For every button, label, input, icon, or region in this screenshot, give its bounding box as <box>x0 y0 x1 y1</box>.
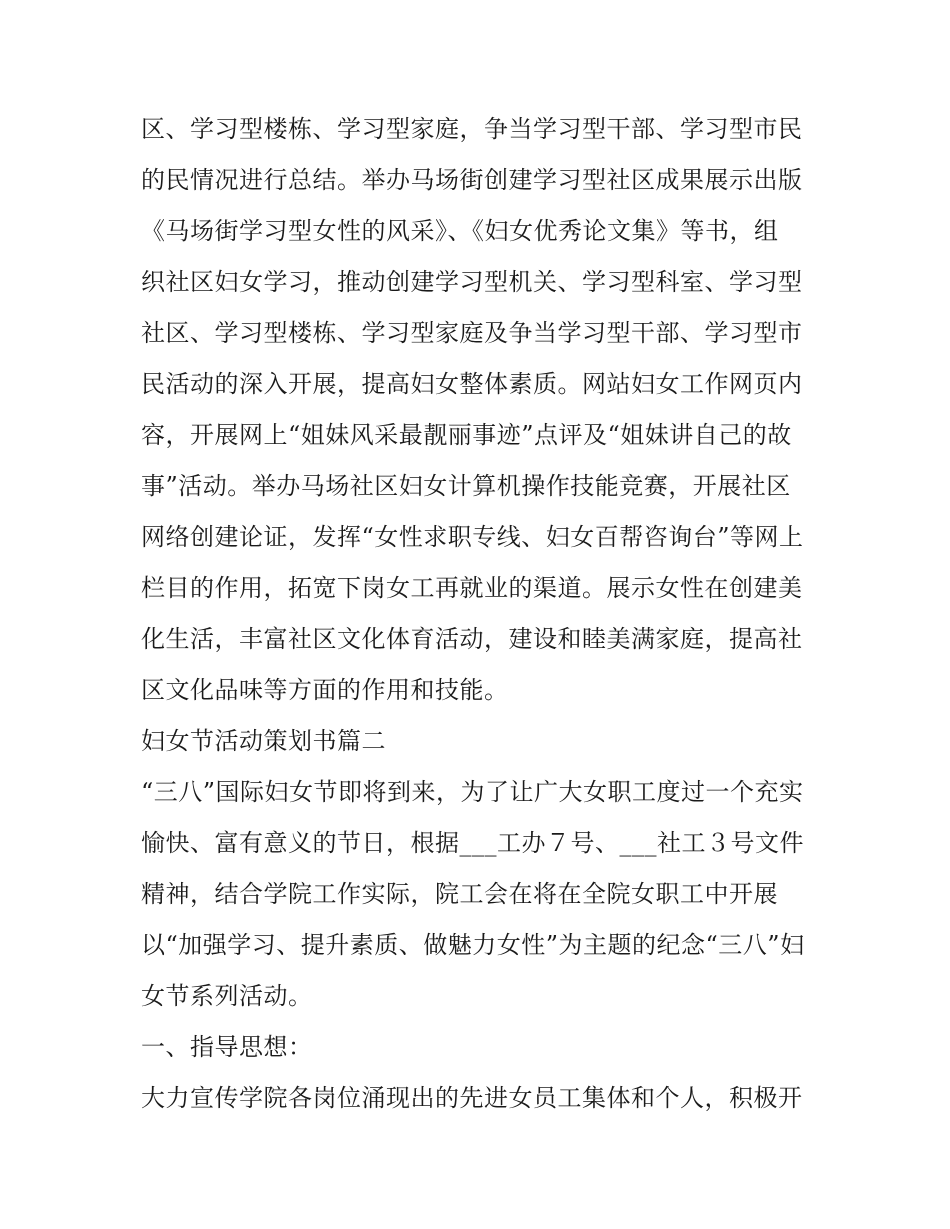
text-line: 《马场街学习型女性的风采》、《妇女优秀论文集》等书，组 <box>141 217 779 245</box>
section-heading: 妇女节活动策划书篇二 <box>141 727 386 755</box>
text-line: “三八”国际妇女节即将到来，为了让广大女职工度过一个充实 <box>141 778 804 806</box>
text-line: 化生活，丰富社区文化体育活动，建设和睦美满家庭，提高社 <box>141 625 803 653</box>
paragraph-end-line: 女节系列活动。 <box>141 982 313 1010</box>
text-line: 的民情况进行总结。举办马场街创建学习型社区成果展示出版 <box>141 166 803 194</box>
text-line: 以“加强学习、提升素质、做魅力女性”为主题的纪念“三八”妇 <box>141 931 805 959</box>
text-line: 网络创建论证，发挥“女性求职专线、妇女百帮咨询台”等网上 <box>141 523 804 551</box>
text-line: 大力宣传学院各岗位涌现出的先进女员工集体和个人，积极开 <box>141 1084 803 1112</box>
text-line: 愉快、富有意义的节日，根据___工办７号、___社工３号文件 <box>141 829 804 857</box>
text-line: 织社区妇女学习，推动创建学习型机关、学习型科室、学习型 <box>141 268 803 296</box>
subsection-heading: 一、指导思想： <box>141 1033 313 1061</box>
text-line: 民活动的深入开展，提高妇女整体素质。网站妇女工作网页内 <box>141 370 803 398</box>
document-body <box>141 104 816 1124</box>
text-line: 栏目的作用，拓宽下岗女工再就业的渠道。展示女性在创建美 <box>141 574 803 602</box>
text-line: 事”活动。举办马场社区妇女计算机操作技能竞赛，开展社区 <box>141 472 791 500</box>
text-line: 区、学习型楼栋、学习型家庭，争当学习型干部、学习型市民 <box>141 115 803 143</box>
text-line: 社区、学习型楼栋、学习型家庭及争当学习型干部、学习型市 <box>141 319 803 347</box>
text-line: 精神，结合学院工作实际，院工会在将在全院女职工中开展 <box>141 880 778 908</box>
text-line: 容，开展网上“姐妹风采最靓丽事迹”点评及“姐妹讲自己的故 <box>141 421 792 449</box>
paragraph-end-line: 区文化品味等方面的作用和技能。 <box>141 676 509 704</box>
